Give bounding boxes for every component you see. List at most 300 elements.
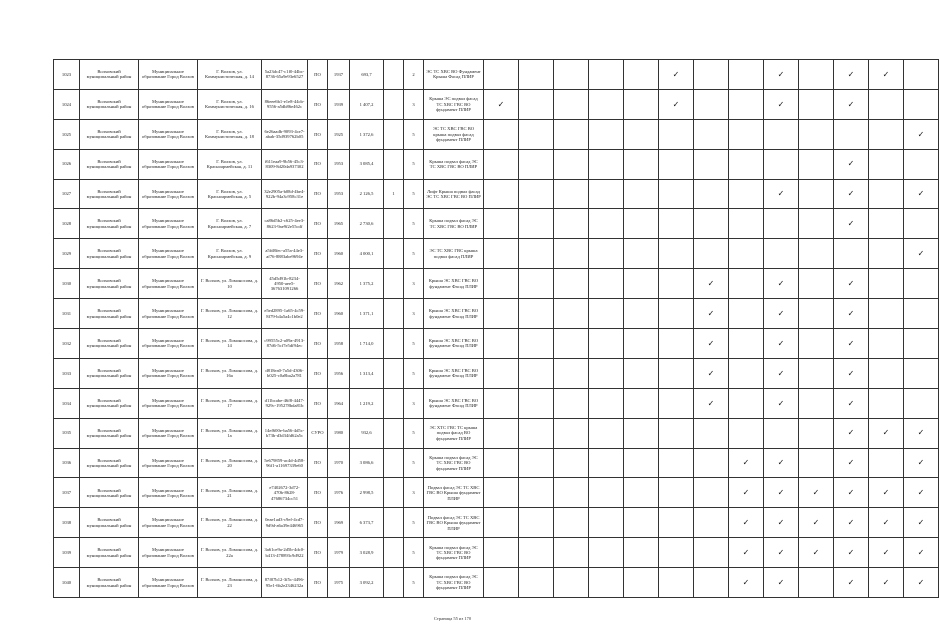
area-cell: 1 219,2 (350, 388, 384, 418)
district-cell: Волховский муниципальный район (80, 299, 139, 329)
work-type-cell (624, 269, 659, 299)
check-mark-icon: ✓ (834, 388, 869, 418)
table-row (54, 299, 939, 329)
year-cell: 1953 (328, 149, 350, 179)
work-type-cell (799, 329, 834, 359)
year-cell: 1969 (328, 508, 350, 538)
work-type-cell (659, 388, 694, 418)
work-type-cell (799, 418, 834, 448)
check-mark-icon: ✓ (904, 568, 939, 598)
address-cell: Г. Волхов, ул. Ломоносова, д. 10 (198, 269, 262, 299)
year-cell: 1939 (328, 89, 350, 119)
settlement-cell: Муниципальное образование Город Волхов (139, 239, 198, 269)
queue-cell: 5 (404, 239, 424, 269)
work-type-cell (729, 358, 764, 388)
table-row (54, 418, 939, 448)
work-type-cell (589, 568, 624, 598)
settlement-cell: Муниципальное образование Город Волхов (139, 538, 198, 568)
work-type-cell (624, 418, 659, 448)
year-cell: 1980 (328, 418, 350, 448)
work-type-cell (764, 119, 799, 149)
work-type-cell (904, 329, 939, 359)
queue-cell: 5 (404, 329, 424, 359)
area-cell: 2 126,5 (350, 179, 384, 209)
district-cell: Волховский муниципальный район (80, 329, 139, 359)
wall-material-cell: ПО (308, 239, 328, 269)
work-type-cell (484, 119, 519, 149)
fias-code-cell: e5ed2895-1a65-4c59-8f79-b4a5a4c1b0e2 (262, 299, 308, 329)
check-mark-icon: ✓ (694, 299, 729, 329)
work-type-cell (554, 119, 589, 149)
wall-material-cell: ПО (308, 329, 328, 359)
work-type-cell (904, 149, 939, 179)
queue-cell: 3 (404, 89, 424, 119)
check-mark-icon: ✓ (834, 508, 869, 538)
work-type-cell (869, 329, 904, 359)
check-mark-icon: ✓ (729, 508, 764, 538)
table-row (54, 538, 939, 568)
year-cell: 1979 (328, 538, 350, 568)
work-type-cell (589, 179, 624, 209)
settlement-cell: Муниципальное образование Город Волхов (139, 119, 198, 149)
work-type-cell (869, 179, 904, 209)
row-number: 1028 (54, 209, 80, 239)
wall-material-cell: ПО (308, 358, 328, 388)
fias-code-cell: d818ea0-7a5d-4306-b025-c0a8ba2a781 (262, 358, 308, 388)
work-type-cell (904, 299, 939, 329)
work-type-cell (624, 478, 659, 508)
work-type-cell (624, 209, 659, 239)
row-number: 1038 (54, 508, 80, 538)
table-row (54, 568, 939, 598)
table-row (54, 89, 939, 119)
check-mark-icon: ✓ (834, 299, 869, 329)
year-cell: 1925 (328, 119, 350, 149)
row-number: 1033 (54, 358, 80, 388)
check-mark-icon: ✓ (834, 269, 869, 299)
work-type-cell (694, 478, 729, 508)
row-number: 1039 (54, 538, 80, 568)
settlement-cell: Муниципальное образование Город Волхов (139, 299, 198, 329)
check-mark-icon: ✓ (764, 179, 799, 209)
queue-cell: 3 (404, 388, 424, 418)
work-type-cell (729, 388, 764, 418)
work-type-cell (869, 239, 904, 269)
work-type-cell (869, 358, 904, 388)
district-cell: Волховский муниципальный район (80, 478, 139, 508)
district-cell: Волховский муниципальный район (80, 60, 139, 90)
fias-code-cell: 0eae1ad3-c9ef-4cd7-9d9d-a6a39e446965 (262, 508, 308, 538)
work-type-cell (764, 149, 799, 179)
settlement-cell: Муниципальное образование Город Волхов (139, 209, 198, 239)
district-cell: Волховский муниципальный район (80, 179, 139, 209)
fias-code-cell: 87f07b12-3f5c-4496-95e1-6b2e2346232a (262, 568, 308, 598)
table-row (54, 329, 939, 359)
work-type-cell (624, 388, 659, 418)
lift-count-cell (384, 418, 404, 448)
check-mark-icon: ✓ (764, 269, 799, 299)
table-row (54, 60, 939, 90)
queue-cell: 5 (404, 149, 424, 179)
work-type-cell (659, 568, 694, 598)
work-type-cell (589, 388, 624, 418)
lift-count-cell (384, 388, 404, 418)
area-cell: 693,7 (350, 60, 384, 90)
wall-material-cell: ПО (308, 448, 328, 478)
works-list-cell: Крыша подвал фасад ЭС ТС ХВС ГВС ВО ПЛИР (424, 149, 484, 179)
year-cell: 1960 (328, 239, 350, 269)
work-type-cell (904, 209, 939, 239)
work-type-cell (659, 358, 694, 388)
work-type-cell (589, 299, 624, 329)
row-number: 1031 (54, 299, 80, 329)
work-type-cell (624, 179, 659, 209)
row-number: 1025 (54, 119, 80, 149)
work-type-cell (694, 89, 729, 119)
fias-code-cell: 32e2905a-b08d-4be4-922b-94a3c958c31e (262, 179, 308, 209)
works-list-cell: ЭС ТС ХВС ВО Фундамент Крыша Фасад ПЛИР (424, 60, 484, 90)
work-type-cell (694, 448, 729, 478)
work-type-cell (554, 478, 589, 508)
check-mark-icon: ✓ (904, 418, 939, 448)
lift-count-cell (384, 299, 404, 329)
check-mark-icon: ✓ (799, 508, 834, 538)
work-type-cell (659, 418, 694, 448)
table-row (54, 149, 939, 179)
work-type-cell (799, 89, 834, 119)
district-cell: Волховский муниципальный район (80, 418, 139, 448)
address-cell: Г. Волхов, ул. Ломоносова, д. 20 (198, 448, 262, 478)
check-mark-icon: ✓ (694, 269, 729, 299)
area-cell: 932,6 (350, 418, 384, 448)
work-type-cell (624, 358, 659, 388)
work-type-cell (624, 538, 659, 568)
work-type-cell (519, 448, 554, 478)
work-type-cell (484, 478, 519, 508)
work-type-cell (624, 329, 659, 359)
check-mark-icon: ✓ (834, 448, 869, 478)
table-row (54, 478, 939, 508)
lift-count-cell (384, 89, 404, 119)
lift-count-cell (384, 538, 404, 568)
work-type-cell (694, 538, 729, 568)
area-cell: 1 714,0 (350, 329, 384, 359)
settlement-cell: Муниципальное образование Город Волхов (139, 329, 198, 359)
lift-count-cell (384, 448, 404, 478)
address-cell: Г. Волхов, ул. Ломоносова, д. 21 (198, 478, 262, 508)
fias-code-cell: a5fd8fec-a55a-44e3-af76-8883abe9694e (262, 239, 308, 269)
address-cell: Г. Волхов, ул. Ломоносова, д. 23 (198, 568, 262, 598)
work-type-cell (729, 239, 764, 269)
check-mark-icon: ✓ (659, 60, 694, 90)
work-type-cell (799, 448, 834, 478)
work-type-cell (729, 149, 764, 179)
work-type-cell (904, 89, 939, 119)
work-type-cell (659, 478, 694, 508)
work-type-cell (519, 568, 554, 598)
work-type-cell (589, 149, 624, 179)
work-type-cell (554, 538, 589, 568)
district-cell: Волховский муниципальный район (80, 209, 139, 239)
wall-material-cell: ПО (308, 149, 328, 179)
work-type-cell (659, 119, 694, 149)
work-type-cell (519, 119, 554, 149)
fias-code-cell: 6e26aadb-9093-4ce7-abab-35d939762b05 (262, 119, 308, 149)
area-cell: 1 407,2 (350, 89, 384, 119)
check-mark-icon: ✓ (904, 239, 939, 269)
check-mark-icon: ✓ (694, 388, 729, 418)
settlement-cell: Муниципальное образование Город Волхов (139, 179, 198, 209)
area-cell: 2 730,6 (350, 209, 384, 239)
lift-count-cell: 1 (384, 179, 404, 209)
work-type-cell (764, 209, 799, 239)
queue-cell: 5 (404, 448, 424, 478)
work-type-cell (554, 568, 589, 598)
year-cell: 1937 (328, 60, 350, 90)
work-type-cell (519, 358, 554, 388)
work-type-cell (484, 538, 519, 568)
queue-cell: 5 (404, 568, 424, 598)
work-type-cell (624, 568, 659, 598)
check-mark-icon: ✓ (799, 478, 834, 508)
work-type-cell (484, 149, 519, 179)
lift-count-cell (384, 568, 404, 598)
check-mark-icon: ✓ (869, 478, 904, 508)
work-type-cell (519, 329, 554, 359)
work-type-cell (799, 358, 834, 388)
lift-count-cell (384, 358, 404, 388)
queue-cell: 3 (404, 478, 424, 508)
work-type-cell (589, 358, 624, 388)
check-mark-icon: ✓ (764, 89, 799, 119)
wall-material-cell: ПО (308, 179, 328, 209)
check-mark-icon: ✓ (834, 418, 869, 448)
work-type-cell (659, 538, 694, 568)
works-list-cell: Подвал фасад ЭС ТС ХВС ГВС ВО Крыша фундамент ПЛИР (424, 478, 484, 508)
work-type-cell (624, 149, 659, 179)
work-type-cell (659, 209, 694, 239)
address-cell: Г. Волхов, ул. Красноармейская, д. 9 (198, 239, 262, 269)
work-type-cell (519, 508, 554, 538)
work-type-cell (659, 299, 694, 329)
work-type-cell (799, 60, 834, 90)
work-type-cell (869, 149, 904, 179)
work-type-cell (694, 179, 729, 209)
year-cell: 1956 (328, 358, 350, 388)
check-mark-icon: ✓ (764, 478, 799, 508)
table-row (54, 179, 939, 209)
lift-count-cell (384, 60, 404, 90)
lift-count-cell (384, 329, 404, 359)
work-type-cell (659, 149, 694, 179)
year-cell: 1958 (328, 329, 350, 359)
work-type-cell (519, 478, 554, 508)
wall-material-cell: ПО (308, 478, 328, 508)
work-type-cell (729, 269, 764, 299)
check-mark-icon: ✓ (764, 60, 799, 90)
works-list-cell: ЭС ТС ХВС ГВС крыша подвал фасад ПЛИР (424, 239, 484, 269)
work-type-cell (799, 269, 834, 299)
work-type-cell (589, 60, 624, 90)
work-type-cell (519, 209, 554, 239)
check-mark-icon: ✓ (904, 448, 939, 478)
work-type-cell (694, 239, 729, 269)
work-type-cell (554, 89, 589, 119)
address-cell: Г. Волхов, ул. Ломоносова, д. 16a (198, 358, 262, 388)
work-type-cell (589, 478, 624, 508)
queue-cell: 5 (404, 358, 424, 388)
check-mark-icon: ✓ (764, 508, 799, 538)
work-type-cell (589, 508, 624, 538)
address-cell: Г. Волхов, ул. Коммунистическая, д. 14 (198, 60, 262, 90)
lift-count-cell (384, 478, 404, 508)
address-cell: Г. Волхов, ул. Красноармейская, д. 11 (198, 149, 262, 179)
work-type-cell (694, 149, 729, 179)
district-cell: Волховский муниципальный район (80, 448, 139, 478)
check-mark-icon: ✓ (764, 538, 799, 568)
area-cell: 2 998,5 (350, 478, 384, 508)
work-type-cell (519, 60, 554, 90)
work-type-cell (484, 179, 519, 209)
settlement-cell: Муниципальное образование Город Волхов (139, 60, 198, 90)
address-cell: Г. Волхов, ул. Коммунистическая, д. 16 (198, 89, 262, 119)
check-mark-icon: ✓ (764, 448, 799, 478)
work-type-cell (589, 209, 624, 239)
queue-cell: 5 (404, 119, 424, 149)
fias-code-cell: ca86d5b2-c625-4ee3-8623-9ae9f2e55cdf (262, 209, 308, 239)
work-type-cell (484, 239, 519, 269)
check-mark-icon: ✓ (834, 478, 869, 508)
work-type-cell (624, 60, 659, 90)
wall-material-cell: ПО (308, 119, 328, 149)
work-type-cell (729, 89, 764, 119)
wall-material-cell: ПО (308, 388, 328, 418)
work-type-cell (554, 299, 589, 329)
work-type-cell (729, 299, 764, 329)
table-row (54, 269, 939, 299)
area-cell: 1 372,6 (350, 119, 384, 149)
row-number: 1036 (54, 448, 80, 478)
work-type-cell (484, 299, 519, 329)
work-type-cell (589, 418, 624, 448)
work-type-cell (624, 299, 659, 329)
district-cell: Волховский муниципальный район (80, 119, 139, 149)
check-mark-icon: ✓ (729, 478, 764, 508)
work-type-cell (729, 209, 764, 239)
work-type-cell (869, 299, 904, 329)
settlement-cell: Муниципальное образование Город Волхов (139, 149, 198, 179)
row-number: 1029 (54, 239, 80, 269)
fias-code-cell: 45d5d91b-8234-4950-aee5-367631091266 (262, 269, 308, 299)
queue-cell: 3 (404, 299, 424, 329)
work-type-cell (519, 149, 554, 179)
year-cell: 1976 (328, 478, 350, 508)
check-mark-icon: ✓ (764, 329, 799, 359)
fias-code-cell: d11bcabe-46f8-4447-929c-195278bda81b (262, 388, 308, 418)
queue-cell: 5 (404, 209, 424, 239)
address-cell: Г. Волхов, ул. Красноармейская, д. 7 (198, 209, 262, 239)
year-cell: 1975 (328, 568, 350, 598)
row-number: 1023 (54, 60, 80, 90)
work-type-cell (484, 508, 519, 538)
work-type-cell (484, 209, 519, 239)
work-type-cell (799, 209, 834, 239)
row-number: 1040 (54, 568, 80, 598)
wall-material-cell: ПО (308, 508, 328, 538)
work-type-cell (519, 179, 554, 209)
area-cell: 1 371,1 (350, 299, 384, 329)
work-type-cell (869, 269, 904, 299)
works-list-cell: Крыша ЭС ХВС ГВС ВО фундамент Фасад ПЛИР (424, 358, 484, 388)
table-row (54, 388, 939, 418)
district-cell: Волховский муниципальный район (80, 508, 139, 538)
work-type-cell (694, 60, 729, 90)
work-type-cell (519, 269, 554, 299)
work-type-cell (624, 119, 659, 149)
work-type-cell (624, 239, 659, 269)
work-type-cell (519, 89, 554, 119)
table-row (54, 209, 939, 239)
queue-cell: 5 (404, 538, 424, 568)
work-type-cell (729, 119, 764, 149)
check-mark-icon: ✓ (834, 149, 869, 179)
fias-code-cell: 86eee6b1-e1e8-44cb-9556-a5db86e462c (262, 89, 308, 119)
check-mark-icon: ✓ (904, 508, 939, 538)
check-mark-icon: ✓ (764, 568, 799, 598)
work-type-cell (904, 269, 939, 299)
check-mark-icon: ✓ (869, 60, 904, 90)
work-type-cell (659, 239, 694, 269)
work-type-cell (554, 239, 589, 269)
work-type-cell (694, 508, 729, 538)
year-cell: 1960 (328, 299, 350, 329)
work-type-cell (554, 418, 589, 448)
works-list-cell: Крыша ЭС ХВС ГВС ВО фундамент Фасад ПЛИР (424, 388, 484, 418)
district-cell: Волховский муниципальный район (80, 538, 139, 568)
wall-material-cell: ПО (308, 209, 328, 239)
work-type-cell (589, 269, 624, 299)
work-type-cell (904, 388, 939, 418)
work-type-cell (589, 239, 624, 269)
check-mark-icon: ✓ (869, 568, 904, 598)
work-type-cell (589, 119, 624, 149)
address-cell: Г. Волхов, ул. Красноармейская, д. 5 (198, 179, 262, 209)
work-type-cell (519, 299, 554, 329)
work-type-cell (764, 418, 799, 448)
works-list-cell: Лифт Крыша подвал фасад ЭС ТС ХВС ГВС ВО ПЛИР (424, 179, 484, 209)
table-row (54, 119, 939, 149)
check-mark-icon: ✓ (834, 60, 869, 90)
work-type-cell (729, 329, 764, 359)
fias-code-cell: 14ef600e-ba56-4d5c-b73b-d3d34fd62a5c (262, 418, 308, 448)
check-mark-icon: ✓ (904, 119, 939, 149)
settlement-cell: Муниципальное образование Город Волхов (139, 89, 198, 119)
work-type-cell (834, 119, 869, 149)
work-type-cell (624, 448, 659, 478)
fias-code-cell: 5e679859-ac4d-4d58-96f1-a11697339e60 (262, 448, 308, 478)
work-type-cell (554, 149, 589, 179)
fias-code-cell: c99555c2-a09a-4913-87d6-5cf7e5df94ec (262, 329, 308, 359)
district-cell: Волховский муниципальный район (80, 239, 139, 269)
work-type-cell (554, 448, 589, 478)
lift-count-cell (384, 209, 404, 239)
work-type-cell (694, 418, 729, 448)
wall-material-cell: ПО (308, 538, 328, 568)
work-type-cell (869, 119, 904, 149)
check-mark-icon: ✓ (764, 388, 799, 418)
check-mark-icon: ✓ (834, 538, 869, 568)
check-mark-icon: ✓ (834, 209, 869, 239)
